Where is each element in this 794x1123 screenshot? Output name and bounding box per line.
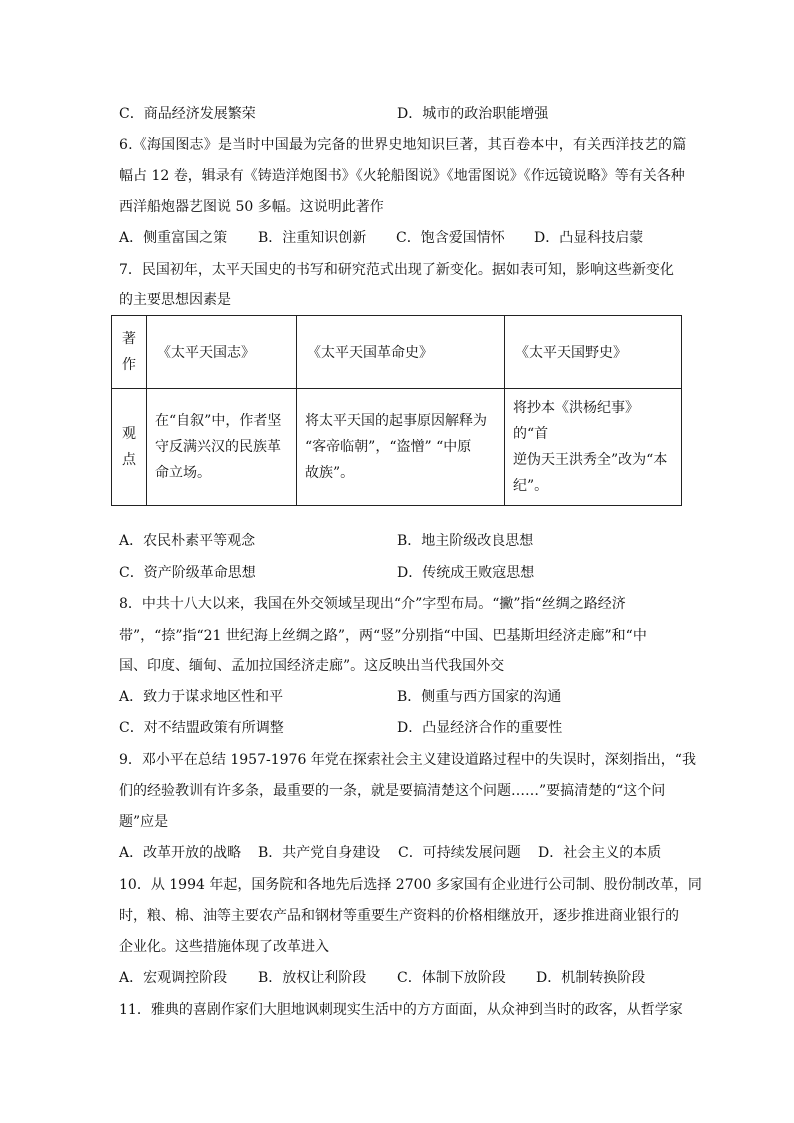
q8-stem-line-1: 8．中共十八大以来，我国在外交领域呈现出“介”字型布局。“撇”指“丝绸之路经济 — [119, 596, 626, 612]
q7-table — [111, 315, 682, 506]
q10-stem-line-2: 时，粮、棉、油等主要农产品和钢材等重要生产资料的价格相继放开，逐步推进商业银行的 — [119, 908, 679, 924]
q6-stem-line-2: 幅占 12 卷，辑录有《铸造洋炮图书》《火轮船图说》《地雷图说》《作远镜说略》等有关各种 — [119, 168, 685, 184]
q7-option-c: C．资产阶级革命思想 — [119, 565, 256, 581]
q7-option-b: B．地主阶级改良思想 — [397, 533, 534, 549]
q6-option-a: A．侧重富国之策 — [119, 230, 228, 246]
q5-option-c: C．商品经济发展繁荣 — [119, 106, 256, 122]
view-cell: 将抄本《洪杨纪事》的“首 逆伪天王洪秀全”改为“本 纪”。 — [505, 389, 682, 506]
table-row-header: 著 作 — [112, 316, 147, 389]
q8-stem-line-2: 带”，“捺”指“21 世纪海上丝绸之路”，两“竖”分别指“中国、巴基斯坦经济走廊”和“中 — [119, 628, 647, 644]
q5-option-d: D．城市的政治职能增强 — [397, 106, 549, 122]
q10-option-a: A．宏观调控阶段 — [119, 970, 228, 986]
q11-stem-line-1: 11．雅典的喜剧作家们大胆地讽刺现实生活中的方方面面，从众神到当时的政客，从哲学家 — [119, 1002, 683, 1018]
q8-stem-line-3: 国、印度、缅甸、孟加拉国经济走廊”。这反映出当代我国外交 — [119, 658, 505, 674]
work-title-cell: 《太平天国志》 — [147, 316, 297, 389]
q6-option-c: C．饱含爱国情怀 — [396, 230, 505, 246]
view-cell: 在“自叙”中，作者坚 守反满兴汉的民族革 命立场。 — [147, 389, 297, 506]
q8-option-a: A．致力于谋求地区性和平 — [119, 689, 284, 705]
q10-option-c: C．体制下放阶段 — [397, 970, 506, 986]
q10-option-b: B．放权让利阶段 — [258, 970, 367, 986]
work-title-cell: 《太平天国野史》 — [505, 316, 682, 389]
q9-option-a: A．改革开放的战略 — [119, 845, 242, 861]
table-row — [112, 316, 682, 389]
q9-stem-line-3: 题”应是 — [119, 814, 169, 830]
q10-option-d: D．机制转换阶段 — [536, 970, 646, 986]
q10-stem-line-3: 企业化。这些措施体现了改革进入 — [119, 939, 329, 955]
q8-option-c: C．对不结盟政策有所调整 — [119, 720, 284, 736]
q10-stem-line-1: 10．从 1994 年起，国务院和各地先后选择 2700 多家国有企业进行公司制、股份制改革，同 — [119, 877, 702, 893]
q6-stem-line-3: 西洋船炮器艺图说 50 多幅。这说明此著作 — [119, 199, 384, 215]
q9-stem-line-1: 9．邓小平在总结 1957-1976 年党在探索社会主义建设道路过程中的失误时，深刻指出，“我 — [119, 752, 696, 768]
q10-options — [119, 968, 645, 988]
q8-option-d: D．凸显经济合作的重要性 — [397, 720, 563, 736]
table-row — [112, 389, 682, 506]
q7-option-a: A．农民朴素平等观念 — [119, 533, 256, 549]
q9-option-d: D．社会主义的本质 — [538, 845, 662, 861]
q7-option-d: D．传统成王败寇思想 — [397, 565, 535, 581]
q9-options — [119, 843, 661, 863]
view-cell: 将太平天国的起事原因解释为 “客帝临朝”，“盗憎” “中原 故族”。 — [297, 389, 505, 506]
q7-stem-line-1: 7．民国初年，太平天国史的书写和研究范式出现了新变化。据如表可知，影响这些新变化 — [119, 262, 674, 278]
q9-option-c: C．可持续发展问题 — [398, 845, 521, 861]
work-title-cell: 《太平天国革命史》 — [297, 316, 505, 389]
q7-stem-line-2: 的主要思想因素是 — [119, 292, 231, 308]
q6-option-b: B．注重知识创新 — [258, 230, 367, 246]
q9-stem-line-2: 们的经验教训有许多条，最重要的一条，就是要搞清楚这个问题……”要搞清楚的“这个问 — [119, 783, 666, 799]
q9-option-b: B．共产党自身建设 — [258, 845, 381, 861]
q6-stem-line-1: 6.《海国图志》是当时中国最为完备的世界史地知识巨著，其百卷本中，有关西洋技艺的篇 — [119, 137, 687, 153]
q8-option-b: B．侧重与西方国家的沟通 — [397, 689, 562, 705]
q6-option-d: D．凸显科技启蒙 — [534, 230, 644, 246]
q6-options — [119, 228, 643, 248]
table-row-header: 观 点 — [112, 389, 147, 506]
